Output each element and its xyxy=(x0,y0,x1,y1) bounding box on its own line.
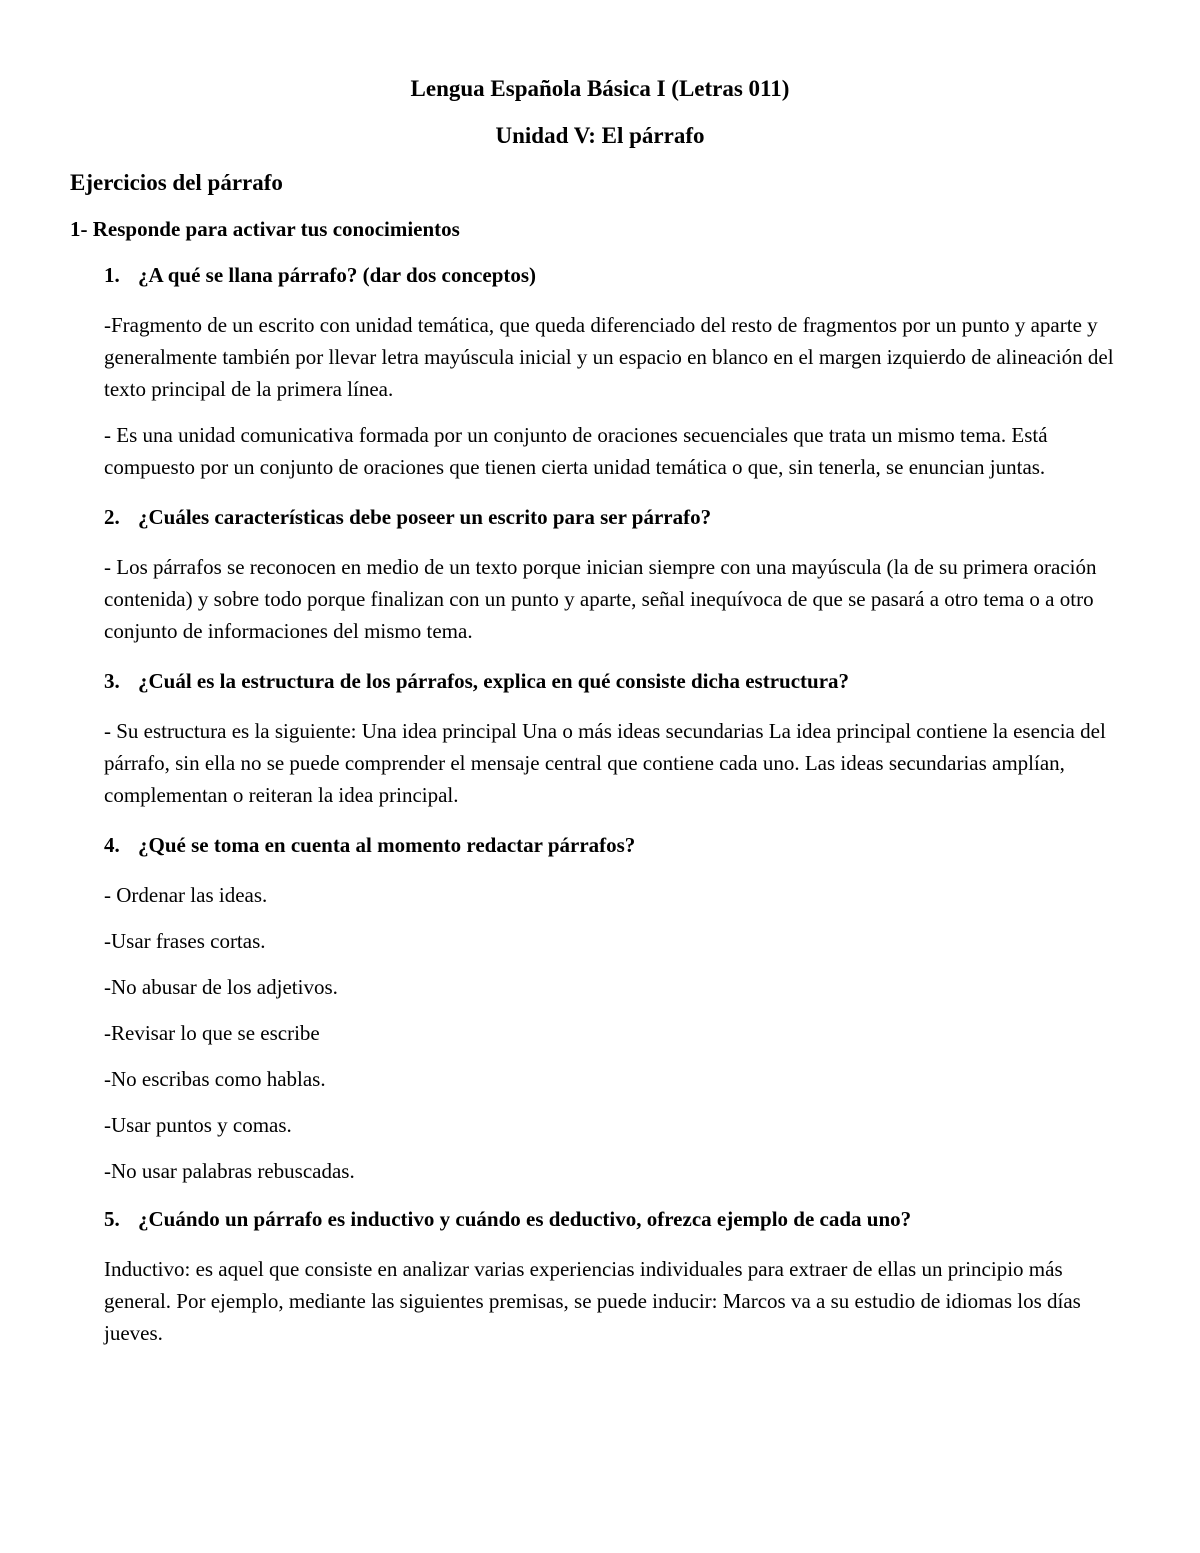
list-item: - Ordenar las ideas. xyxy=(104,883,268,907)
question-number: 3. xyxy=(104,669,120,693)
question-text: ¿Cuáles características debe poseer un escrito para ser párrafo? xyxy=(138,505,712,529)
question-5 xyxy=(104,1205,1130,1233)
question-1 xyxy=(104,261,1130,289)
part-heading: 1- Responde para activar tus conocimientos xyxy=(70,217,460,241)
answer-paragraph: - Los párrafos se reconocen en medio de un texto porque inician siempre con una mayúscula (la de su primera oración contenida) y sobre todo porque finalizan con un punto y aparte, señal inequívoca de que se pasará a otro tema o a otro conjunto de informaciones del mismo tema. xyxy=(104,555,1097,643)
question-3 xyxy=(104,667,1130,695)
list-item: -Usar puntos y comas. xyxy=(104,1113,292,1137)
question-text: ¿Cuándo un párrafo es inductivo y cuándo es deductivo, ofrezca ejemplo de cada uno? xyxy=(138,1207,912,1231)
question-4 xyxy=(104,831,1130,859)
section-heading: Ejercicios del párrafo xyxy=(70,170,283,195)
question-number: 5. xyxy=(104,1207,120,1231)
list-item: -No escribas como hablas. xyxy=(104,1067,326,1091)
answer-paragraph: - Es una unidad comunicativa formada por un conjunto de oraciones secuenciales que trata un mismo tema. Está compuesto por un conjunto de oraciones que tienen cierta unidad temática o que, sin tenerla, se enuncian juntas. xyxy=(104,423,1048,479)
question-number: 1. xyxy=(104,263,120,287)
question-text: ¿Cuál es la estructura de los párrafos, explica en qué consiste dicha estructura? xyxy=(138,669,850,693)
question-number: 4. xyxy=(104,833,120,857)
list-item: -No abusar de los adjetivos. xyxy=(104,975,338,999)
answer-paragraph: - Su estructura es la siguiente: Una idea principal Una o más ideas secundarias La idea principal contiene la esencia del párrafo, sin ella no se puede comprender el mensaje central que contiene cada uno. Las ideas secundarias amplían, complementan o reiteran la idea principal. xyxy=(104,719,1106,807)
unit-subtitle: Unidad V: El párrafo xyxy=(495,123,705,148)
question-number: 2. xyxy=(104,505,120,529)
answer-paragraph: -Fragmento de un escrito con unidad temática, que queda diferenciado del resto de fragmentos por un punto y aparte y generalmente también por llevar letra mayúscula inicial y un espacio en blanco en el margen izquierdo de alineación del texto principal de la primera línea. xyxy=(104,313,1114,401)
question-text: ¿A qué se llana párrafo? (dar dos conceptos) xyxy=(138,263,537,287)
list-item: -Revisar lo que se escribe xyxy=(104,1021,320,1045)
document-title: Lengua Española Básica I (Letras 011) xyxy=(410,76,790,101)
question-text: ¿Qué se toma en cuenta al momento redactar párrafos? xyxy=(138,833,636,857)
answer-paragraph: Inductivo: es aquel que consiste en analizar varias experiencias individuales para extraer de ellas un principio más general. Por ejemplo, mediante las siguientes premisas, se puede inducir: Marcos va a su estudio de idiomas los días jueves. xyxy=(104,1257,1081,1345)
list-item: -No usar palabras rebuscadas. xyxy=(104,1159,355,1183)
question-2 xyxy=(104,503,1130,531)
list-item: -Usar frases cortas. xyxy=(104,929,266,953)
